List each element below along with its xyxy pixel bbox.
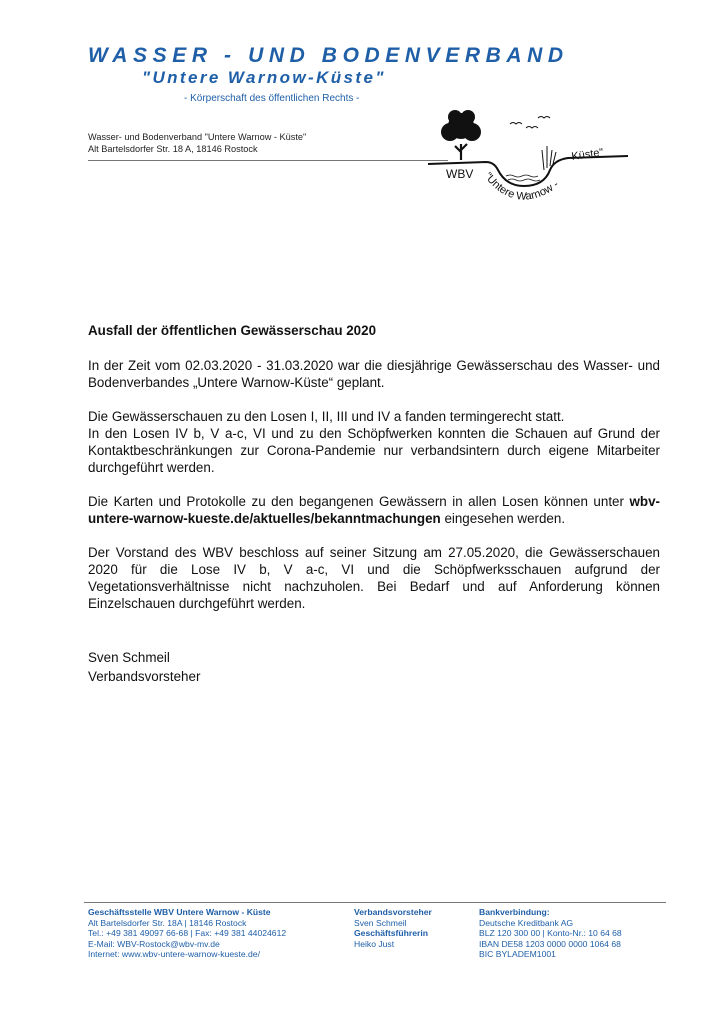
org-title: WASSER - UND BODENVERBAND xyxy=(88,44,569,67)
logo-curve-text: "Untere Warnow - xyxy=(481,170,561,203)
water-icon xyxy=(506,175,540,181)
letter-title: Ausfall der öffentlichen Gewässerschau 2020 xyxy=(88,323,377,338)
paragraph-2a: Die Gewässerschauen zu den Losen I, II, III und IV a fanden termingerecht statt. xyxy=(88,409,565,424)
footer-divider xyxy=(84,902,666,903)
footer-director-name: Heiko Just xyxy=(354,938,395,949)
footer-bank-account: BLZ 120 300 00 | Konto-Nr.: 10 64 68 xyxy=(479,928,622,939)
sender-address: Alt Bartelsdorfer Str. 18 A, 18146 Rostock xyxy=(88,144,258,154)
footer-bank-heading: Bankverbindung: xyxy=(479,907,550,917)
footer-office-address: Alt Bartelsdorfer Str. 18A | 18146 Rostock xyxy=(88,917,247,928)
sender-divider xyxy=(88,160,448,161)
paragraph-2b: In den Losen IV b, V a-c, VI und zu den Schöpfwerken konnten die Schauen auf Grund der Kontaktbeschränkungen zur Corona-Pandemie nur verbandsintern durch eigene Mitarbeiter durchgeführt werden. xyxy=(88,426,660,475)
birds-icon xyxy=(510,117,550,129)
letter-body xyxy=(88,322,660,629)
footer-bank-name: Deutsche Kreditbank AG xyxy=(479,917,574,928)
footer-office-phone: Tel.: +49 381 49097 66-68 | Fax: +49 381 44024612 xyxy=(88,928,287,939)
signature-role: Verbandsvorsteher xyxy=(88,669,201,684)
tree-trunk xyxy=(455,144,467,160)
logo-left-text: WBV xyxy=(446,167,474,181)
footer-office-email[interactable]: E-Mail: WBV-Rostock@wbv-mv.de xyxy=(88,938,220,949)
org-tagline: - Körperschaft des öffentlichen Rechts - xyxy=(184,93,360,104)
wbv-logo xyxy=(428,100,628,212)
footer-chair-name: Sven Schmeil xyxy=(354,917,407,928)
reeds-icon xyxy=(542,146,556,170)
paragraph-4: Der Vorstand des WBV beschloss auf seiner Sitzung am 27.05.2020, die Gewässerschauen 2020 für die Lose IV b, V a-c, VI und die Schöpfwerksschauen aufgrund der Vegetationsverhältnisse nicht nachzuholen. Bei Bedarf und auf Anforderung können Einzelschauen durchgeführt werden. xyxy=(88,545,660,611)
announcement-link[interactable]: wbv-untere-warnow-kueste.de/aktuelles/bekanntmachungen xyxy=(88,494,660,526)
sender-name: Wasser- und Bodenverband "Untere Warnow - Küste" xyxy=(88,132,307,142)
tree-icon xyxy=(441,110,481,141)
footer-bank-bic: BIC BYLADEM1001 xyxy=(479,949,556,960)
org-subtitle: "Untere Warnow-Küste" xyxy=(142,68,386,87)
logo-right-text: Küste" xyxy=(570,146,605,163)
footer-office-website[interactable]: Internet: www.wbv-untere-warnow-kueste.de/ xyxy=(88,949,260,960)
footer-management xyxy=(354,907,432,949)
footer-bank-iban: IBAN DE58 1203 0000 0000 1064 68 xyxy=(479,938,621,949)
paragraph-3-text-end: eingesehen werden. xyxy=(440,511,566,526)
paragraph-3-text-start: Die Karten und Protokolle zu den begangenen Gewässern in allen Losen können unter xyxy=(88,494,630,509)
signature-name: Sven Schmeil xyxy=(88,650,170,665)
footer-bank xyxy=(479,907,622,960)
footer-office-heading: Geschäftsstelle WBV Untere Warnow - Küste xyxy=(88,907,271,917)
paragraph-3 xyxy=(88,493,660,527)
footer-director-heading: Geschäftsführerin xyxy=(354,928,429,939)
paragraph-1: In der Zeit vom 02.03.2020 - 31.03.2020 war die diesjährige Gewässerschau des Wasser- und Bodenverbandes „Untere Warnow-Küste“ geplant. xyxy=(88,358,660,390)
footer-office xyxy=(88,907,286,960)
footer-chair-heading: Verbandsvorsteher xyxy=(354,907,432,917)
